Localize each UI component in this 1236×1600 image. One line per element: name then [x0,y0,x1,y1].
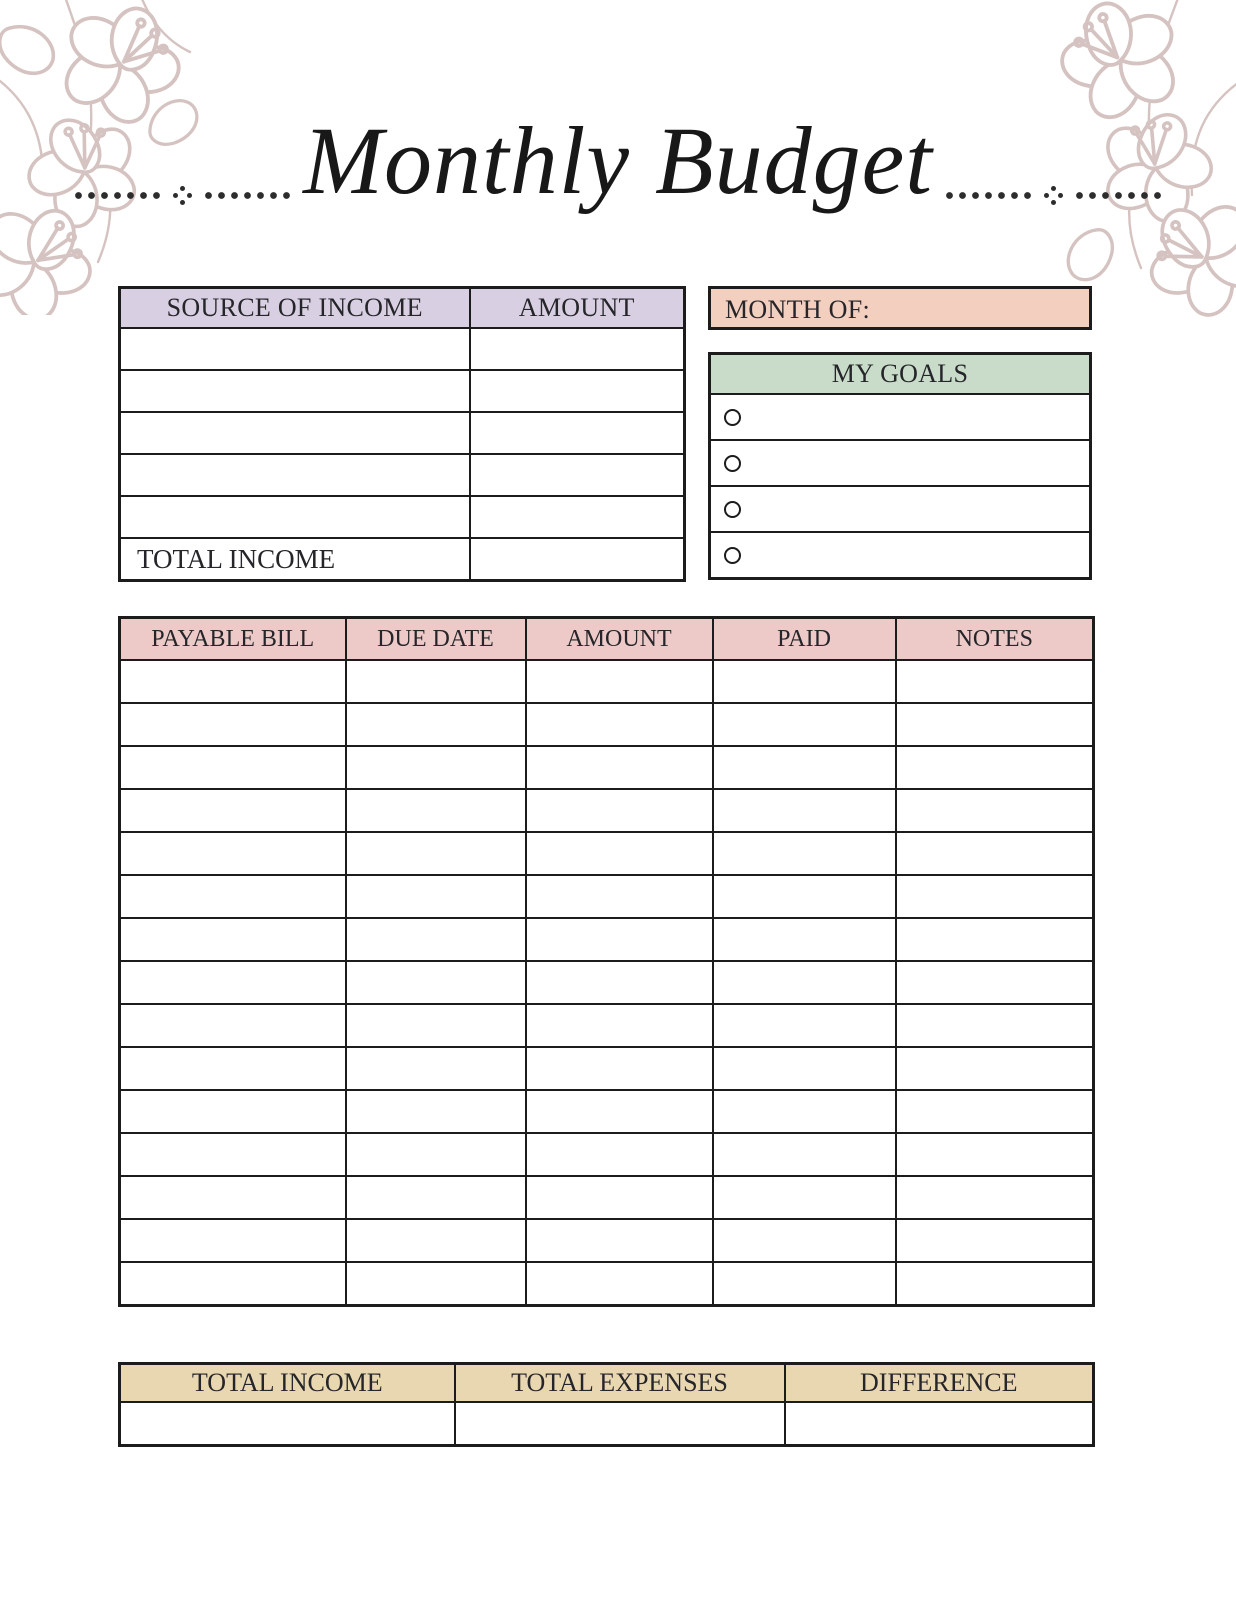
bill-empty-cell [346,1219,526,1262]
bill-empty-cell [120,1004,346,1047]
summary-value-row [120,1402,1094,1446]
goal-bullet-circle [724,409,741,426]
income-empty-cell [120,496,470,538]
income-empty-cell [470,370,685,412]
summary-total-expenses-cell [455,1402,785,1446]
summary-total-income-cell [120,1402,455,1446]
bill-empty-cell [896,660,1094,703]
bill-empty-cell [526,1004,713,1047]
bill-empty-cell [713,918,896,961]
bill-empty-cell [346,703,526,746]
empty-row [120,660,1094,703]
bill-empty-cell [713,1262,896,1306]
bills-table-body [120,660,1094,1306]
empty-row [120,1004,1094,1047]
bill-empty-cell [346,660,526,703]
bill-empty-cell [713,1219,896,1262]
bill-empty-cell [896,1176,1094,1219]
bill-empty-cell [120,1219,346,1262]
bill-empty-cell [896,1133,1094,1176]
bill-empty-cell [346,1047,526,1090]
month-of-label: MONTH OF: [725,295,870,324]
empty-row [120,1133,1094,1176]
bill-empty-cell [120,832,346,875]
empty-row [120,1219,1094,1262]
income-total-label: TOTAL INCOME [120,538,470,581]
bill-empty-cell [120,746,346,789]
bill-empty-cell [346,789,526,832]
goal-bullet-circle [724,501,741,518]
bill-empty-cell [713,746,896,789]
goal-row [710,440,1091,486]
bill-empty-cell [896,1090,1094,1133]
income-header-amount: AMOUNT [470,288,685,329]
bill-empty-cell [120,918,346,961]
income-total-row [120,538,685,581]
bills-header-notes: NOTES [896,618,1094,661]
bill-empty-cell [346,961,526,1004]
bill-empty-cell [896,1219,1094,1262]
goal-item-cell [710,394,1091,440]
bills-header-amount: AMOUNT [526,618,713,661]
goal-item-cell [710,486,1091,532]
bill-empty-cell [896,961,1094,1004]
bill-empty-cell [896,703,1094,746]
bill-empty-cell [346,1262,526,1306]
bill-empty-cell [120,703,346,746]
bill-empty-cell [713,703,896,746]
bill-empty-cell [120,875,346,918]
bill-empty-cell [713,875,896,918]
income-empty-cell [120,328,470,370]
bill-empty-cell [526,660,713,703]
empty-row [120,875,1094,918]
bill-empty-cell [526,1133,713,1176]
goal-item-cell [710,440,1091,486]
bill-empty-cell [526,789,713,832]
empty-row [120,370,685,412]
income-table-body [120,328,685,538]
empty-row [120,496,685,538]
bill-empty-cell [346,832,526,875]
bill-empty-cell [896,832,1094,875]
bill-empty-cell [526,832,713,875]
bill-empty-cell [526,1090,713,1133]
bill-empty-cell [526,961,713,1004]
dot-line [72,191,163,200]
goals-title: MY GOALS [710,354,1091,395]
empty-row [120,454,685,496]
dot-diamond-cluster [173,186,192,205]
bill-empty-cell [713,789,896,832]
empty-row [120,789,1094,832]
bill-empty-cell [526,1262,713,1306]
empty-row [120,703,1094,746]
bill-empty-cell [526,875,713,918]
summary-header-row [120,1364,1094,1403]
dot-diamond-cluster [1044,186,1063,205]
bill-empty-cell [120,1047,346,1090]
bill-empty-cell [120,1262,346,1306]
bill-empty-cell [713,1004,896,1047]
bills-header-payable-bill: PAYABLE BILL [120,618,346,661]
dot-divider-right [943,186,1164,205]
dot-line [943,191,1034,200]
bill-empty-cell [526,1176,713,1219]
bill-empty-cell [526,1219,713,1262]
summary-header-total-income: TOTAL INCOME [120,1364,455,1403]
goals-table-body [710,394,1091,579]
bill-empty-cell [346,1004,526,1047]
goal-item-cell [710,532,1091,579]
bill-empty-cell [346,746,526,789]
income-empty-cell [120,454,470,496]
bill-empty-cell [896,1047,1094,1090]
bill-empty-cell [346,1176,526,1219]
bill-empty-cell [526,703,713,746]
bill-empty-cell [713,1176,896,1219]
dot-line [1073,191,1164,200]
income-empty-cell [470,412,685,454]
empty-row [120,1047,1094,1090]
bill-empty-cell [896,875,1094,918]
summary-header-total-expenses: TOTAL EXPENSES [455,1364,785,1403]
bill-empty-cell [713,832,896,875]
bill-empty-cell [526,1047,713,1090]
goals-table [708,352,1092,580]
empty-row [120,746,1094,789]
bill-empty-cell [713,660,896,703]
bill-empty-cell [713,961,896,1004]
bills-header-due-date: DUE DATE [346,618,526,661]
bill-empty-cell [346,918,526,961]
income-header-row [120,288,685,329]
summary-difference-cell [785,1402,1094,1446]
empty-row [120,1176,1094,1219]
empty-row [120,961,1094,1004]
bill-empty-cell [526,746,713,789]
bills-table [118,616,1095,1307]
month-of-box [708,286,1092,330]
income-empty-cell [120,370,470,412]
right-panel [708,286,1092,580]
empty-row [120,1262,1094,1306]
bill-empty-cell [120,1090,346,1133]
bill-empty-cell [120,1133,346,1176]
income-header-source: SOURCE OF INCOME [120,288,470,329]
bill-empty-cell [896,1262,1094,1306]
summary-table [118,1362,1095,1447]
goal-bullet-circle [724,455,741,472]
goal-row [710,394,1091,440]
empty-row [120,412,685,454]
goal-bullet-circle [724,547,741,564]
bill-empty-cell [526,918,713,961]
empty-row [120,328,685,370]
empty-row [120,832,1094,875]
goal-row [710,532,1091,579]
bill-empty-cell [896,918,1094,961]
dot-divider-left [72,186,293,205]
income-empty-cell [470,454,685,496]
bill-empty-cell [713,1133,896,1176]
income-empty-cell [470,328,685,370]
summary-header-difference: DIFFERENCE [785,1364,1094,1403]
bill-empty-cell [896,789,1094,832]
dot-line [202,191,293,200]
goal-row [710,486,1091,532]
income-empty-cell [470,496,685,538]
bill-empty-cell [896,1004,1094,1047]
bill-empty-cell [120,1176,346,1219]
bill-empty-cell [346,1133,526,1176]
income-total-amount-cell [470,538,685,581]
bills-header-row [120,618,1094,661]
bill-empty-cell [120,660,346,703]
bill-empty-cell [346,1090,526,1133]
bill-empty-cell [346,875,526,918]
title-row [0,86,1236,236]
empty-row [120,918,1094,961]
empty-row [120,1090,1094,1133]
bill-empty-cell [713,1090,896,1133]
bill-empty-cell [120,789,346,832]
page-title: Monthly Budget [303,107,933,214]
income-empty-cell [120,412,470,454]
goals-header-row [710,354,1091,395]
income-table [118,286,686,582]
bill-empty-cell [120,961,346,1004]
bill-empty-cell [896,746,1094,789]
bills-header-paid: PAID [713,618,896,661]
bill-empty-cell [713,1047,896,1090]
